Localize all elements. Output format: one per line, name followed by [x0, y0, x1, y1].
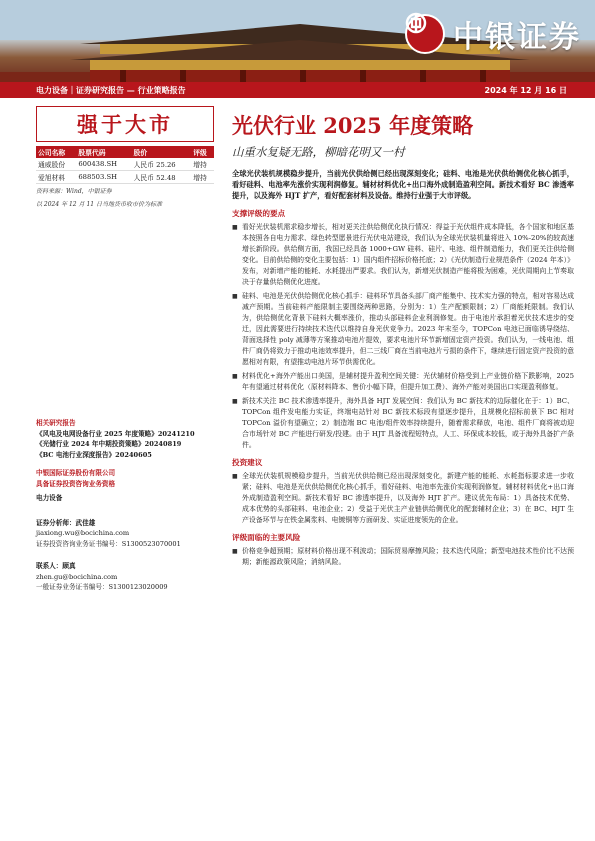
stock-table [36, 146, 214, 184]
header-bar [0, 82, 595, 98]
table-header: 评级 [191, 146, 214, 158]
page-title: 光伏行业 2025 年度策略 [232, 113, 474, 138]
paragraph: ■ 材料优化+海外产能出口美国，是辅材提升盈利空间关键：光伏辅材价格受到上产业链价格下跌影响，2025 年有望通过材料优化（原材料降本、售价小幅下降，但提升加工费）、海外产能对美国出口实现盈利修复。 [232, 371, 574, 393]
related-item[interactable]: 《BC 电池行业深度报告》20240605 [36, 450, 152, 459]
table-cell: 688503.SH [76, 171, 131, 184]
table-cell: 人民币 52.48 [132, 171, 192, 184]
paragraph: ■ 全球光伏装机规模稳步提升，当前光伏供给侧已经出现深刻变化，新建产能的能耗、水耗指标要求进一步收紧；硅料、电池是光伏供给侧优化核心抓手，看好硅料、电池率先涨价实现利润修复。辅材材料优化+出口海外成制造盈利空间。新技术看好 BC 渗透率提升，以及海外 HJT 扩产。建议优先布局：1）具备技术优势、成本优势的头部硅料、电池企业；2）受益于光伏主产业链供给侧优化的配套辅材企业；3）在 BC、HJT 生产设备环节与在铁金属浆料、电镀铜等方面研发、实证进度领先的企业。 [232, 471, 574, 526]
source-note: 资料来源：Wind，中银证券 [36, 188, 112, 195]
table-cell: 600438.SH [76, 158, 131, 171]
table-header: 股票代码 [76, 146, 131, 158]
table-header: 股价 [132, 146, 192, 158]
lead-summary: 全球光伏装机规模稳步提升，当前光伏供给侧已经出现深刻变化；硅料、电池是光伏供给侧优化核心抓手，看好硅料、电池率先涨价实现利润修复。辅材材料优化+出口海外成制造盈利空间。新技术看好 BC 渗透率提升，以及海外 HJT 扩产，看好配套材料及设备。维持行业强于大市评级。 [232, 169, 574, 201]
report-date: 2024 年 12 月 16 日 [484, 85, 567, 95]
analyst-email[interactable]: jiaxiong.wu@bocichina.com [36, 529, 130, 537]
section-title: 评级面临的主要风险 [232, 532, 301, 542]
sidebar [36, 106, 214, 593]
paragraph: ■ 新技术关注 BC 技术渗透率提升，海外具备 HJT 发展空间：我们认为 BC 新技术的边际催化在于：1）BC、TOPCon 组件发电能力实证，终端电站针对 BC 新技术标段有望逐步提升，且规模化招标前景下 BC 相对 TOPCon 溢价有望确立；2）制造端 BC 电池/组件效率持续提升，随着需求释放，电池、组件厂商将被动迎合市场针对 BC 产能进行研发/投建。由于 HJT 具备流程短特点，人工、环保成本较低，或于海外具备扩产条件。 [232, 396, 574, 451]
rating-box: 强于大市 [36, 106, 214, 142]
table-row [36, 158, 214, 171]
paragraph: ■ 价格竞争超预期；原材料价格出现不利波动；国际贸易摩擦风险；技术迭代风险；新型电池技术性价比不达预期；新能源政策风险；消纳风险。 [232, 546, 574, 568]
boc-logo-icon [405, 14, 445, 54]
paragraph: ■ 硅料、电池是光伏供给侧优化核心抓手：硅料环节具备头部厂商产能集中、技术实力强的特点，相对容易达成减产预期。当前硅料产能限制主要围绕两种思路，分别为：1）生产配额限制；2）厂商能耗限制。我们认为，供给侧优化背景下硅料大概率涨价，推动头部硅料企业利润修复。由于电池片承担着光伏技术进步的变迁，因此需要进行持续技术迭代以维持自身光伏竞争力。2023 年末至今，TOPCon 电池已面临诱导绕结、背面选择性 poly 减薄等方案推动电池片提效，要求电池片环节新增固定资产投资。我们认为，一线电池、组件厂商仍将致力于推动电池效率提升，但二三线厂商在当前电池片亏损的条件下，继续进行固定资产投资的意愿相对有限，有望推动电池片环节供需优化。 [232, 291, 574, 368]
price-note: 以 2024 年 12 月 11 日当地货币收市价为标准 [36, 201, 162, 208]
table-cell: 人民币 25.26 [132, 158, 192, 171]
report-category: 电力设备｜证券研究报告 — 行业策略报告 [36, 85, 186, 95]
related-item[interactable]: 《光储行业 2024 年中期投资策略》20240819 [36, 440, 182, 448]
section-title: 投资建议 [232, 457, 263, 467]
header-banner [0, 0, 595, 82]
section-title: 支撑评级的要点 [232, 208, 286, 218]
brand-name: 中银证券 [453, 20, 581, 55]
table-header: 公司名称 [36, 146, 76, 158]
contact-name: 联系人：顾真 [36, 562, 76, 570]
related-item[interactable]: 《风电及电网设备行业 2025 年度策略》20241210 [36, 429, 195, 438]
org-name: 中银国际证券股份有限公司 [36, 469, 116, 477]
paragraph: ■ 看好光伏装机需求稳步增长，相对更关注供给侧优化执行情况：得益于光伏组件成本降低，各个国家和地区基本按照各自电力需求、绿色转型愿景进行光伏电站建设，我们认为全球光伏装机量将进入 10%-20%的较高速增长新阶段。供给侧方面，我国已经具备 1000+GW 硅料、硅片、电池、组件制造能力，我们更关注供给侧变化。目前供给侧的变化主要包括：1）国内组件招标价格托底；2）《光伏制造行业规范条件（2024 年本）》发布，对新增产能的能耗、水耗提出严要求。我们认为，新增光伏制造产能将极为困难，光伏周期向上节奏取决于存量供给侧优化进度。 [232, 222, 574, 288]
table-cell: 增持 [191, 171, 214, 184]
analyst-name: 证券分析师：武佳雄 [36, 518, 96, 527]
contact-email[interactable]: zhen.gu@bocichina.com [36, 572, 118, 581]
table-header-row [36, 146, 214, 158]
org-qualification: 具备证券投资咨询业务资格 [36, 479, 116, 488]
analyst-cert: 证券投资咨询业务证书编号：S1300523070001 [36, 539, 181, 548]
table-cell: 增持 [191, 158, 214, 171]
page-subtitle: 山重水复疑无路，柳暗花明又一村 [232, 145, 405, 159]
table-row [36, 171, 214, 184]
related-title: 相关研究报告 [36, 419, 76, 427]
contact-cert: 一般证券业务证书编号：S1300123020009 [36, 583, 168, 591]
table-cell: 通威股份 [36, 158, 76, 171]
main-content [232, 112, 574, 568]
brand [405, 12, 581, 56]
industry-label: 电力设备 [36, 494, 63, 502]
table-cell: 爱旭材料 [36, 171, 76, 184]
